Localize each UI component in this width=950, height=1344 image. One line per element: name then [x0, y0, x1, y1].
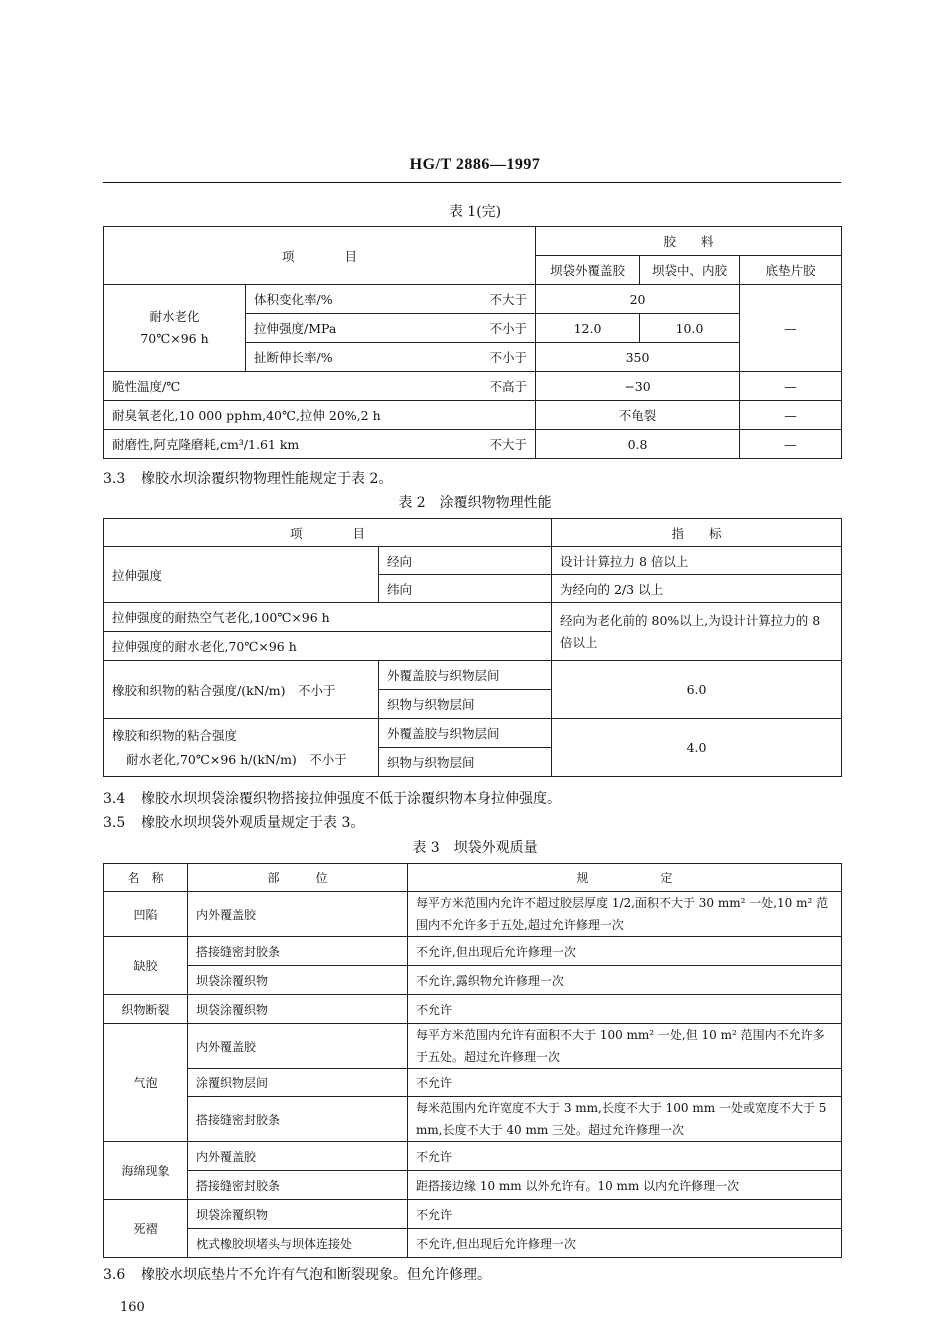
defect-part: 坝袋涂覆织物	[188, 966, 408, 995]
header-rule	[103, 182, 841, 183]
table1-row	[104, 430, 536, 459]
table2-layer-cover: 外覆盖胶与织物层间	[379, 661, 552, 690]
adhesion-water-line1: 橡胶和织物的粘合强度	[112, 727, 238, 743]
table2-adhesion-water-value: 4.0	[552, 719, 842, 777]
defect-lack: 缺胶	[104, 937, 188, 995]
table3-head-name: 名 称	[104, 864, 188, 892]
table1-value: −30	[536, 372, 740, 401]
defect-part: 坝袋涂覆织物	[188, 995, 408, 1024]
clause-3-3	[103, 468, 392, 488]
defect-part: 搭接缝密封胶条	[188, 1171, 408, 1200]
table1-col-inner: 坝袋中、内胶	[640, 256, 740, 285]
table1-water-group	[104, 285, 246, 372]
defect-part: 枕式橡胶坝堵头与坝体连接处	[188, 1229, 408, 1258]
table2-warp-value: 设计计算拉力 8 倍以上	[552, 547, 842, 575]
table1-row	[104, 401, 536, 430]
table1-value-inner: 10.0	[640, 314, 740, 343]
table1-row	[246, 285, 536, 314]
table2-layer-fabric: 织物与织物层间	[379, 690, 552, 719]
table1	[103, 226, 842, 459]
adhesion-water-line2: 耐水老化,70℃×96 h/(kN/m) 不小于	[126, 751, 347, 767]
table1-value-pad: —	[740, 401, 842, 430]
defect-rule: 距搭接边缘 10 mm 以外允许有。10 mm 以内允许修理一次	[408, 1171, 842, 1200]
table3-caption: 表 3 坝袋外观质量	[412, 840, 538, 856]
defect-rule: 不允许,但出现后允许修理一次	[408, 1229, 842, 1258]
table1-col-pad: 底垫片胶	[740, 256, 842, 285]
defect-rule: 不允许	[408, 995, 842, 1024]
defect-dent: 凹陷	[104, 892, 188, 937]
table3-head-part: 部 位	[188, 864, 408, 892]
water-group-name: 耐水老化	[149, 309, 200, 324]
table2-adhesion-value: 6.0	[552, 661, 842, 719]
clause-number: 3.4	[103, 791, 126, 807]
row-limit: 不高于	[489, 379, 528, 394]
table2-adhesion: 橡胶和织物的粘合强度/(kN/m) 不小于	[104, 661, 379, 719]
table2-heat-aging: 拉伸强度的耐热空气老化,100℃×96 h	[104, 603, 552, 632]
table2-layer-cover: 外覆盖胶与织物层间	[379, 719, 552, 748]
table2-adhesion-water	[104, 719, 379, 777]
defect-part: 搭接缝密封胶条	[188, 1097, 408, 1142]
defect-part: 涂覆织物层间	[188, 1069, 408, 1097]
defect-rule: 每米范围内允许宽度不大于 3 mm,长度不大于 100 mm 一处或宽度不大于 5 mm,长度不大于 40 mm 三处。超过允许修理一次	[408, 1097, 842, 1142]
table2-head-item: 项 目	[104, 519, 552, 547]
defect-rule: 不允许,但出现后允许修理一次	[408, 937, 842, 966]
table3	[103, 863, 842, 1258]
row-item: 耐磨性,阿克隆磨耗,cm³/1.61 km	[112, 437, 300, 452]
row-limit: 不大于	[489, 292, 528, 307]
clause-3-5	[103, 812, 364, 832]
table1-value: 350	[536, 343, 740, 372]
table1-value: 0.8	[536, 430, 740, 459]
clause-text: 橡胶水坝涂覆织物物理性能规定于表 2。	[141, 471, 393, 487]
clause-text: 橡胶水坝坝袋外观质量规定于表 3。	[141, 815, 365, 831]
table2-layer-fabric: 织物与织物层间	[379, 748, 552, 777]
table2-tensile: 拉伸强度	[104, 547, 379, 603]
table2-caption: 表 2 涂覆织物物理性能	[398, 495, 552, 511]
table1-row	[246, 314, 536, 343]
table1-value-pad: —	[740, 430, 842, 459]
table1-row	[246, 343, 536, 372]
table2-head-index: 指 标	[552, 519, 842, 547]
page-number: 160	[120, 1300, 145, 1315]
row-item: 拉伸强度/MPa	[254, 321, 337, 336]
table2-aging-value: 经向为老化前的 80%以上,为设计计算拉力的 8 倍以上	[552, 603, 842, 661]
row-limit: 不小于	[489, 321, 528, 336]
row-limit: 不大于	[489, 437, 528, 452]
row-item: 体积变化率/%	[254, 292, 333, 307]
defect-part: 内外覆盖胶	[188, 892, 408, 937]
standard-code: HG/T 2886—1997	[409, 156, 541, 173]
defect-fabric-break: 织物断裂	[104, 995, 188, 1024]
defect-sponge: 海绵现象	[104, 1142, 188, 1200]
defect-rule: 不允许	[408, 1142, 842, 1171]
table2	[103, 518, 842, 777]
table2-weft: 纬向	[379, 575, 552, 603]
water-group-cond: 70℃×96 h	[140, 331, 209, 346]
table1-value: 20	[536, 285, 740, 314]
defect-part: 坝袋涂覆织物	[188, 1200, 408, 1229]
row-item: 扯断伸长率/%	[254, 350, 333, 365]
clause-number: 3.6	[103, 1267, 126, 1283]
table1-col-outer: 坝袋外覆盖胶	[536, 256, 640, 285]
table1-head-material: 胶 料	[536, 227, 842, 256]
defect-part: 内外覆盖胶	[188, 1024, 408, 1069]
table1-value-pad: —	[740, 372, 842, 401]
clause-3-6	[103, 1264, 491, 1284]
clause-text: 橡胶水坝底垫片不允许有气泡和断裂现象。但允许修理。	[141, 1267, 491, 1283]
table1-row	[104, 372, 536, 401]
table1-head-item: 项 目	[104, 227, 536, 285]
table1-caption: 表 1(完)	[448, 204, 502, 220]
defect-fold: 死褶	[104, 1200, 188, 1258]
defect-part: 搭接缝密封胶条	[188, 937, 408, 966]
table2-water-aging: 拉伸强度的耐水老化,70℃×96 h	[104, 632, 552, 661]
row-limit: 不小于	[489, 350, 528, 365]
defect-rule: 不允许	[408, 1200, 842, 1229]
defect-part: 内外覆盖胶	[188, 1142, 408, 1171]
clause-number: 3.5	[103, 815, 126, 831]
table1-value-pad: —	[740, 285, 842, 372]
clause-text: 橡胶水坝坝袋涂覆织物搭接拉伸强度不低于涂覆织物本身拉伸强度。	[141, 791, 561, 807]
row-item: 耐臭氧老化,10 000 pphm,40℃,拉伸 20%,2 h	[112, 408, 381, 423]
table1-value-outer: 12.0	[536, 314, 640, 343]
table1-value: 不龟裂	[536, 401, 740, 430]
defect-rule: 不允许	[408, 1069, 842, 1097]
defect-bubble: 气泡	[104, 1024, 188, 1142]
table2-warp: 经向	[379, 547, 552, 575]
defect-rule: 每平方米范围内允许不超过胶层厚度 1/2,面积不大于 30 mm² 一处,10 m² 范围内不允许多于五处,超过允许修理一次	[408, 892, 842, 937]
defect-rule: 每平方米范围内允许有面积不大于 100 mm² 一处,但 10 m² 范围内不允许多于五处。超过允许修理一次	[408, 1024, 842, 1069]
table3-head-rule: 规 定	[408, 864, 842, 892]
table2-weft-value: 为经向的 2/3 以上	[552, 575, 842, 603]
row-item: 脆性温度/℃	[112, 379, 181, 394]
defect-rule: 不允许,露织物允许修理一次	[408, 966, 842, 995]
clause-number: 3.3	[103, 471, 126, 487]
clause-3-4	[103, 788, 561, 808]
